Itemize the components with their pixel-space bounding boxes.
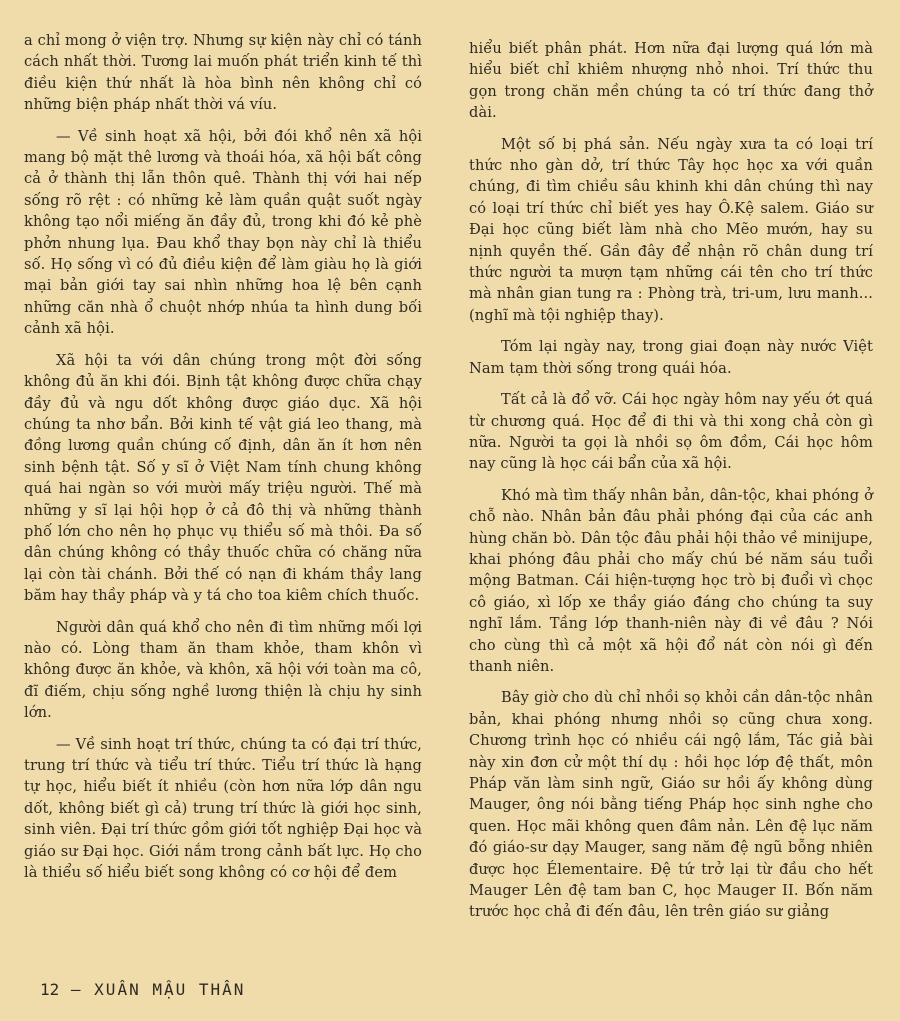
issue-title: — XUÂN MẬU THÂN <box>70 980 246 999</box>
page-number: 12 <box>40 980 60 999</box>
paragraph: Tóm lại ngày nay, trong giai đoạn này nước Việt Nam tạm thời sống trong quái hóa. <box>469 338 873 377</box>
paragraph: a chỉ mong ở viện trợ. Nhưng sự kiện này chỉ có tánh cách nhất thời. Tương lai muốn phát triển kinh tế thì điều kiện thứ nhất là hòa bình nên không chỉ có những biện pháp nhất thời vá víu. <box>24 32 422 114</box>
paragraph: hiểu biết phân phát. Hơn nữa đại lượng quá lớn mà hiểu biết chỉ khiêm nhượng nhỏ nhoi. Trí thức thu gọn trong chăn mền chúng ta có trí thức đang thở dài. <box>469 40 873 122</box>
paragraph: — Về sinh hoạt xã hội, bởi đói khổ nên xã hội mang bộ mặt thê lương và thoái hóa, xã hội bất công cả ở thành thị lẫn thôn quê. Thành thị với hai nếp sống rõ rệt : có những kẻ làm quần quật suốt ngày không tạo nổi miếng ăn đầy đủ, trong khi đó kẻ phè phởn nhung lụa. Đau khổ thay bọn này chỉ là thiểu số. Họ sống vì có đủ điều kiện để làm giàu họ là giới mại bản giới tay sai nhìn những hoa lệ bên cạnh những căn nhà ổ chuột nhớp nhúa ta hình dung bối cảnh xã hội. <box>24 127 422 338</box>
paragraph: Tất cả là đổ vỡ. Cái học ngày hôm nay yếu ớt quá từ chương quá. Học để đi thi và thi xong chả còn gì nữa. Người ta gọi là nhồi sọ ôm đồm, Cái học hôm nay cũng là học cái bẩn của xã hội. <box>469 391 873 473</box>
page-footer <box>40 980 245 999</box>
paragraph: Người dân quá khổ cho nên đi tìm những mối lợi nào có. Lòng tham ăn tham khỏe, tham khôn vì không được ăn khỏe, và khôn, xã hội với toàn ma cô, đĩ điếm, chịu sống nghề lương thiện là chịu hy sinh lớn. <box>24 618 422 722</box>
paragraph: Một số bị phá sản. Nếu ngày xưa ta có loại trí thức nho gàn dở, trí thức Tây học học xa với quần chúng, đi tìm chiều sâu khinh khi dân chúng thì nay có loại trí thức chỉ biết yes hay Ô.Kệ salem. Giáo sư Đại học cũng biết làm nhà cho Mẽo mướn, hay su nịnh quyền thế. Gần đây để nhận rõ chân dung trí thức người ta mượn tạm những cái tên cho trí thức mà nhân gian tung ra : Phòng trà, tri-um, lưu manh... (nghĩ mà tội nghiệp thay). <box>469 135 873 324</box>
left-column <box>24 30 422 893</box>
paragraph: — Về sinh hoạt trí thức, chúng ta có đại trí thức, trung trí thức và tiểu trí thức. Tiểu trí thức là hạng tự học, hiểu biết ít nhiều (còn hơn nữa lớp dân ngu dốt, không biết gì cả) trung trí thức là giới học sinh, sinh viên. Đại trí thức gồm giới tốt nghiệp Đại học và giáo sư Đại học. Giới nắm trong cảnh bất lực. Họ cho là thiểu số hiểu biết song không có cơ hội để đem <box>24 735 422 882</box>
paragraph: Khó mà tìm thấy nhân bản, dân-tộc, khai phóng ở chỗ nào. Nhân bản đâu phải phóng đại của các anh hùng chăn bò. Dân tộc đâu phải hội thảo về minijupe, khai phóng đâu phải cho mấy chú bé năm sáu tuổi mộng Batman. Cái hiện-tượng học trò bị đuổi vì chọc cô giáo, xì lốp xe thầy giáo đáng cho chúng ta suy nghĩ lắm. Tầng lớp thanh-niên này đi về đâu ? Nói cho cùng thì cả một xã hội đổ nát còn nói gì đến thanh niên. <box>469 486 873 675</box>
paragraph: Xã hội ta với dân chúng trong một đời sống không đủ ăn khi đói. Bịnh tật không được chữa chạy đầy đủ và ngu dốt không được giáo dục. Xã hội chúng ta nhơ bẩn. Bởi kinh tế vật giá leo thang, mà đồng lương quần chúng cố định, dân ăn ít hơn nên sinh bệnh tật. Số y sĩ ở Việt Nam tính chung không quá hai ngàn so với mười mấy triệu người. Thế mà những y sĩ lại hội họp ở cả đô thị và những thành phố lớn cho nên họ phục vụ thiểu số mà thôi. Đa số dân chúng không có thầy thuốc chữa có chăng nữa lại còn tài chánh. Bởi thế có nạn đi khám thầy lang băm hay thầy pháp và y tá cho toa kiêm chích thuốc. <box>24 351 422 605</box>
right-column <box>469 38 873 933</box>
paragraph: Bây giờ cho dù chỉ nhồi sọ khỏi cần dân-tộc nhân bản, khai phóng nhưng nhồi sọ cũng chưa xong. Chương trình học có nhiều cái ngộ lắm, Tác giả bài này xin đơn cử một thí dụ : hồi học lớp đệ thất, môn Pháp văn làm sinh ngữ, Giáo sư hồi ấy không dùng Mauger, ông nói bằng tiếng Pháp học sinh nghe cho quen. Học mãi không quen đâm nản. Lên đệ lục năm đó giáo-sư dạy Mauger, sang năm đệ ngũ bỗng nhiên được học Élementaire. Đệ tứ trở lại từ đầu cho hết Mauger Lên đệ tam ban C, học Mauger II. Bốn năm trước học chả đi đến đâu, lên trên giáo sư giảng <box>469 689 873 921</box>
